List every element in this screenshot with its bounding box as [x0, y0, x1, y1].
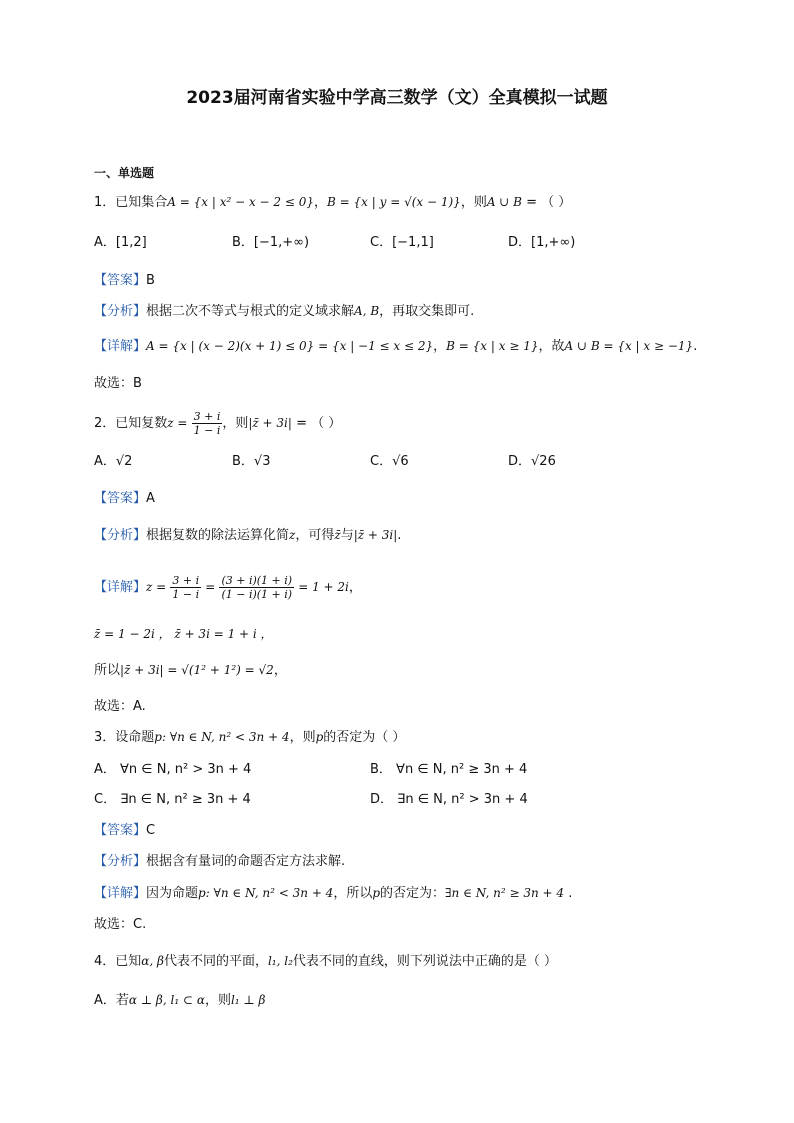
q3-detail	[94, 883, 572, 904]
q2-ask: |z̄ + 3i|	[248, 416, 292, 430]
q2-detail-frac2	[219, 574, 294, 601]
q2-detail-eq: =	[205, 580, 216, 594]
q2-answer-value: A	[146, 491, 155, 506]
q2-detail-frac1	[170, 574, 201, 601]
q3-stem-pre: 3．设命题	[94, 730, 155, 745]
q3-stem-mid: ，则	[289, 730, 316, 745]
q2-detail-frac1-num: 3 + i	[172, 574, 200, 587]
q2-line-3	[94, 660, 287, 681]
q3-option-c: C． ∃n ∈ N, n² ≥ 3n + 4	[94, 792, 251, 807]
q1-detail-math2: B = {x | x ≥ 1}	[446, 339, 539, 353]
q1-ask: A ∪ B	[486, 195, 522, 209]
q2-answer	[94, 489, 155, 509]
q2-frac-den: 1 − i	[193, 424, 221, 437]
q1-option-c: C．[−1,1]	[370, 235, 434, 250]
q1-choose: 故选：B	[94, 376, 142, 391]
q3-detail-mid: ，所以	[333, 886, 373, 901]
q2-detail-frac2-den: (1 − i)(1 + i)	[221, 588, 293, 601]
question-2-stem	[94, 408, 341, 439]
q1-stem-post: ，则	[460, 195, 487, 210]
q3-analysis	[94, 852, 345, 872]
q1-answer	[94, 271, 155, 291]
q2-choose: 故选：A.	[94, 699, 146, 714]
answer-tag: 【答案】	[94, 273, 147, 288]
q2-blank: = （ ）	[291, 416, 342, 431]
page-title: 2023届河南省实验中学高三数学（文）全真模拟一试题	[186, 88, 608, 108]
q3-prop: p: ∀n ∈ N, n² < 3n + 4	[154, 730, 290, 744]
q2-z-lhs: z =	[167, 416, 188, 430]
q3-analysis-text: 根据含有量词的命题否定方法求解.	[146, 854, 346, 869]
analysis-tag: 【分析】	[94, 528, 147, 543]
answer-tag: 【答案】	[94, 823, 147, 838]
q2-option-d: D．√26	[508, 454, 556, 469]
q3-choose: 故选：C.	[94, 917, 147, 932]
analysis-tag: 【分析】	[94, 854, 147, 869]
q3-detail-end: .	[564, 886, 573, 901]
question-3-stem	[94, 727, 405, 748]
q2-line3-end: ，	[273, 663, 287, 678]
q3-option-d: D． ∃n ∈ N, n² > 3n + 4	[370, 792, 528, 807]
q3-option-a: A． ∀n ∈ N, n² > 3n + 4	[94, 762, 252, 777]
q4-stem-mid: 代表不同的平面，	[163, 954, 268, 969]
q2-option-a: A．√2	[94, 454, 133, 469]
q4-planes: α, β	[141, 954, 164, 968]
q2-fraction	[192, 410, 223, 437]
q2-analysis-end: .	[397, 528, 402, 543]
q2-option-b: B．√3	[232, 454, 271, 469]
q2-stem-pre: 2．已知复数	[94, 416, 168, 431]
q2-line-2: z̄ = 1 − 2i ， z̄ + 3i = 1 + i ，	[94, 627, 273, 641]
q2-detail-comma: ，	[348, 580, 362, 595]
detail-tag: 【详解】	[94, 886, 147, 901]
q3-answer-value: C	[146, 823, 156, 838]
q2-stem-mid: ，则	[222, 416, 249, 431]
q1-detail-math3: A ∪ B = {x | x ≥ −1}	[564, 339, 694, 353]
q3-p: p	[315, 730, 324, 744]
q1-set-b: B = {x | y = √(x − 1)}	[327, 195, 461, 209]
q2-option-c: C．√6	[370, 454, 409, 469]
q1-option-d: D．[1,+∞)	[508, 235, 576, 250]
q2-line3-pre: 所以	[94, 663, 121, 678]
answer-tag: 【答案】	[94, 491, 147, 506]
q3-detail-pre: 因为命题	[146, 886, 199, 901]
q1-analysis-post: ，再取交集即可.	[379, 304, 475, 319]
q4-opta-pre: A．若	[94, 993, 129, 1008]
q2-analysis	[94, 525, 401, 546]
question-1-stem	[94, 192, 571, 213]
q3-detail-math: ∃n ∈ N, n² ≥ 3n + 4	[445, 886, 565, 900]
q4-opta-res: l₁ ⊥ β	[230, 993, 266, 1007]
q2-detail-lhs: z =	[146, 580, 167, 594]
q3-detail-neg: 的否定为：	[380, 886, 446, 901]
q4-option-a	[94, 990, 265, 1011]
q3-stem-post: 的否定为（ ）	[323, 730, 406, 745]
section-heading: 一、单选题	[94, 166, 155, 180]
q2-detail-frac1-den: 1 − i	[172, 588, 200, 601]
q4-opta-mid: ，则	[204, 993, 231, 1008]
q3-detail-p: p	[372, 886, 381, 900]
q2-detail	[94, 570, 362, 605]
q2-detail-rhs: = 1 + 2i	[298, 580, 349, 594]
q2-line3-math: |z̄ + 3i| = √(1² + 1²) = √2	[120, 663, 274, 677]
q1-option-a: A．[1,2]	[94, 235, 147, 250]
detail-tag: 【详解】	[94, 580, 147, 595]
q2-analysis-zbar: z̄	[334, 528, 341, 542]
q1-stem-pre: 1．已知集合	[94, 195, 168, 210]
q4-opta-cond: α ⊥ β, l₁ ⊂ α	[128, 993, 205, 1007]
q1-option-b: B．[−1,+∞)	[232, 235, 310, 250]
q1-analysis	[94, 301, 474, 322]
q1-detail-sep: ，	[433, 339, 447, 354]
q4-stem-post: 代表不同的直线，则下列说法中正确的是（ ）	[292, 954, 558, 969]
q1-analysis-pre: 根据二次不等式与根式的定义域求解	[146, 304, 355, 319]
q1-detail-mid: ，故	[538, 339, 565, 354]
q2-detail-frac2-num: (3 + i)(1 + i)	[221, 574, 293, 587]
q1-detail	[94, 336, 697, 357]
q1-detail-math1: A = {x | (x − 2)(x + 1) ≤ 0} = {x | −1 ≤ x ≤ 2}	[146, 339, 434, 353]
q2-analysis-pre: 根据复数的除法运算化简	[146, 528, 290, 543]
q1-analysis-math: A, B	[354, 304, 380, 318]
q3-answer	[94, 821, 155, 841]
q1-detail-end: .	[693, 339, 698, 354]
q4-stem-pre: 4．已知	[94, 954, 142, 969]
q1-set-a: A = {x | x² − x − 2 ≤ 0}	[167, 195, 315, 209]
analysis-tag: 【分析】	[94, 304, 147, 319]
q1-sep: ，	[314, 195, 328, 210]
q2-analysis-abs: |z̄ + 3i|	[353, 528, 398, 542]
question-4-stem	[94, 951, 557, 972]
q4-lines: l₁, l₂	[267, 954, 293, 968]
detail-tag: 【详解】	[94, 339, 147, 354]
q2-analysis-and: 与	[340, 528, 354, 543]
q1-answer-value: B	[146, 273, 155, 288]
q1-blank: = （ ）	[522, 195, 572, 210]
q2-analysis-mid: ，可得	[295, 528, 335, 543]
q3-option-b: B． ∀n ∈ N, n² ≥ 3n + 4	[370, 762, 528, 777]
q3-detail-prop: p: ∀n ∈ N, n² < 3n + 4	[198, 886, 334, 900]
q2-frac-num: 3 + i	[193, 410, 221, 423]
q2-analysis-z: z	[289, 528, 296, 542]
